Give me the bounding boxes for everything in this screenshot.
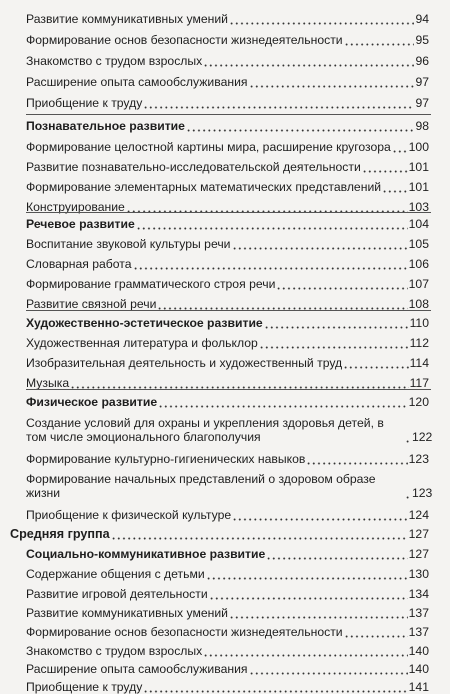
toc-entry-title: Развитие игровой деятельности <box>26 587 208 601</box>
toc-entry-page: 96 <box>415 54 429 68</box>
toc-entry-page: 97 <box>415 75 429 89</box>
toc-entry-title: Средняя группа <box>10 527 110 541</box>
dot-leader <box>209 587 408 601</box>
toc-entry-title: Конструирование <box>26 200 125 214</box>
toc-entry-title: Художественно-эстетическое развитие <box>26 316 263 330</box>
toc-entry <box>0 472 450 500</box>
toc-entry <box>0 567 450 581</box>
dot-leader <box>382 180 408 194</box>
toc-entry-page: 124 <box>408 508 429 522</box>
toc-entry <box>0 75 450 89</box>
dot-leader <box>249 662 408 676</box>
toc-entry-page: 103 <box>408 200 429 214</box>
toc-entry-title: Знакомство с трудом взрослых <box>26 644 203 658</box>
toc-entry-page: 137 <box>408 625 429 639</box>
dot-leader <box>158 395 408 409</box>
section-divider <box>26 310 431 311</box>
section-divider <box>26 114 431 115</box>
toc-entry <box>0 376 450 390</box>
toc-entry-page: 104 <box>408 217 429 231</box>
toc-entry <box>0 160 450 174</box>
dot-leader <box>344 625 408 639</box>
dot-leader <box>343 356 408 370</box>
dot-leader <box>276 277 407 291</box>
toc-entry-title: Словарная работа <box>26 257 132 271</box>
toc-entry-title: Развитие коммуникативных умений <box>26 606 228 620</box>
toc-entry <box>0 96 450 110</box>
section-divider <box>26 212 431 213</box>
toc-entry-title: Формирование основ безопасности жизнедеятельности <box>26 33 343 47</box>
toc-entry-title: Приобщение к труду <box>26 680 143 694</box>
toc-entry <box>0 416 450 444</box>
toc-entry-title: Воспитание звуковой культуры речи <box>26 237 231 251</box>
toc-entry-page: 110 <box>409 316 429 330</box>
dot-leader <box>232 237 408 251</box>
toc-entry-title: Расширение опыта самообслуживания <box>26 662 248 676</box>
toc-entry <box>0 680 450 694</box>
toc-entry-page: 101 <box>408 160 429 174</box>
toc-entry-page: 123 <box>408 452 429 466</box>
toc-entry-page: 97 <box>415 96 429 110</box>
toc-entry <box>0 587 450 601</box>
toc-entry-title: Художественная литература и фольклор <box>26 336 258 350</box>
toc-entry-title: Социально-коммуникативное развитие <box>26 547 266 561</box>
toc-entry-page: 117 <box>409 376 429 390</box>
toc-entry-page: 101 <box>408 180 429 194</box>
toc-entry-page: 98 <box>415 119 429 133</box>
dot-leader <box>232 508 408 522</box>
dot-leader <box>266 547 407 561</box>
toc-entry-title: Создание условий для охраны и укрепления здоровья детей, в том числе эмоционального благополучия <box>26 416 384 444</box>
toc-entry-page: 94 <box>415 12 429 26</box>
dot-leader <box>203 644 407 658</box>
toc-entry <box>0 33 450 47</box>
dot-leader <box>264 316 409 330</box>
toc-entry-title: Приобщение к труду <box>26 96 143 110</box>
toc-entry-page: 95 <box>415 33 429 47</box>
toc-entry-title: Физическое развитие <box>26 395 158 409</box>
toc-entry <box>0 336 450 350</box>
dot-leader <box>229 606 408 620</box>
toc-entry-title: Развитие познавательно-исследовательской деятельности <box>26 160 361 174</box>
toc-entry-title: Формирование целостной картины мира, расширение кругозора <box>26 140 391 154</box>
toc-entry-page: 105 <box>408 237 429 251</box>
section-divider <box>26 389 431 390</box>
toc-entry-title: Формирование грамматического строя речи <box>26 277 276 291</box>
dot-leader <box>143 680 407 694</box>
toc-entry-title: Формирование основ безопасности жизнедеятельности <box>26 625 343 639</box>
toc-entry <box>0 625 450 639</box>
toc-entry <box>0 508 450 522</box>
dot-leader <box>70 376 408 390</box>
toc-entry-title: Развитие связной речи <box>26 297 157 311</box>
toc-entry-page: 127 <box>408 527 429 541</box>
toc-entry <box>0 237 450 251</box>
toc-entry <box>0 180 450 194</box>
toc-section-heading <box>0 316 450 330</box>
toc-entry-title: Речевое развитие <box>26 217 135 231</box>
toc-entry-page: 130 <box>408 567 429 581</box>
dot-leader <box>186 119 414 133</box>
toc-entry <box>0 356 450 370</box>
toc-section-heading <box>0 547 450 561</box>
toc-section-heading <box>0 119 450 133</box>
toc-entry <box>0 257 450 271</box>
toc-entry-page: 107 <box>408 277 429 291</box>
toc-entry <box>0 644 450 658</box>
toc-entry-title: Изобразительная деятельность и художественный труд <box>26 356 343 370</box>
dot-leader <box>306 452 407 466</box>
dot-leader <box>259 336 409 350</box>
dot-leader <box>133 257 408 271</box>
toc-entry <box>0 54 450 68</box>
toc-entry-page: 112 <box>409 336 429 350</box>
toc-entry-title: Формирование элементарных математических представлений <box>26 180 382 194</box>
toc-entry-page: 140 <box>408 644 429 658</box>
toc-entry-page: 120 <box>408 395 429 409</box>
dot-leader <box>362 160 408 174</box>
toc-entry-page: 108 <box>408 297 429 311</box>
toc-entry-title: Формирование начальных представлений о здоровом образе жизни <box>26 472 376 500</box>
dot-leader <box>344 33 415 47</box>
toc-entry-page: 137 <box>408 606 429 620</box>
toc-entry <box>0 452 450 466</box>
toc-entry-page: 114 <box>409 356 429 370</box>
toc-entry <box>0 606 450 620</box>
toc-entry-page: 140 <box>408 662 429 676</box>
toc-entry-title: Формирование культурно-гигиенических навыков <box>26 452 306 466</box>
dot-leader <box>405 486 411 500</box>
toc-entry <box>0 12 450 26</box>
dot-leader <box>157 297 407 311</box>
toc-section-heading <box>0 395 450 409</box>
dot-leader <box>229 12 414 26</box>
dot-leader <box>392 140 408 154</box>
dot-leader <box>405 430 411 444</box>
dot-leader <box>111 527 408 541</box>
toc-entry-title: Приобщение к физической культуре <box>26 508 232 522</box>
toc-entry <box>0 662 450 676</box>
dot-leader <box>143 96 414 110</box>
toc-entry-page: 123 <box>412 486 433 500</box>
toc-entry-page: 141 <box>408 680 429 694</box>
toc-section-heading <box>0 217 450 231</box>
dot-leader <box>206 567 408 581</box>
toc-group-heading <box>0 527 450 541</box>
toc-entry-page: 134 <box>408 587 429 601</box>
toc-entry-title: Музыка <box>26 376 70 390</box>
toc-entry-page: 127 <box>408 547 429 561</box>
toc-entry-title: Содержание общения с детьми <box>26 567 205 581</box>
toc-entry <box>0 140 450 154</box>
toc-entry <box>0 277 450 291</box>
dot-leader <box>249 75 415 89</box>
toc-entry-title: Расширение опыта самообслуживания <box>26 75 248 89</box>
toc-entry-title: Познавательное развитие <box>26 119 185 133</box>
toc-entry <box>0 297 450 311</box>
toc-entry-page: 106 <box>408 257 429 271</box>
toc-entry-title: Знакомство с трудом взрослых <box>26 54 203 68</box>
toc-entry-title: Развитие коммуникативных умений <box>26 12 228 26</box>
toc-entry-page: 122 <box>412 430 433 444</box>
dot-leader <box>203 54 414 68</box>
dot-leader <box>136 217 408 231</box>
toc-entry-page: 100 <box>408 140 429 154</box>
